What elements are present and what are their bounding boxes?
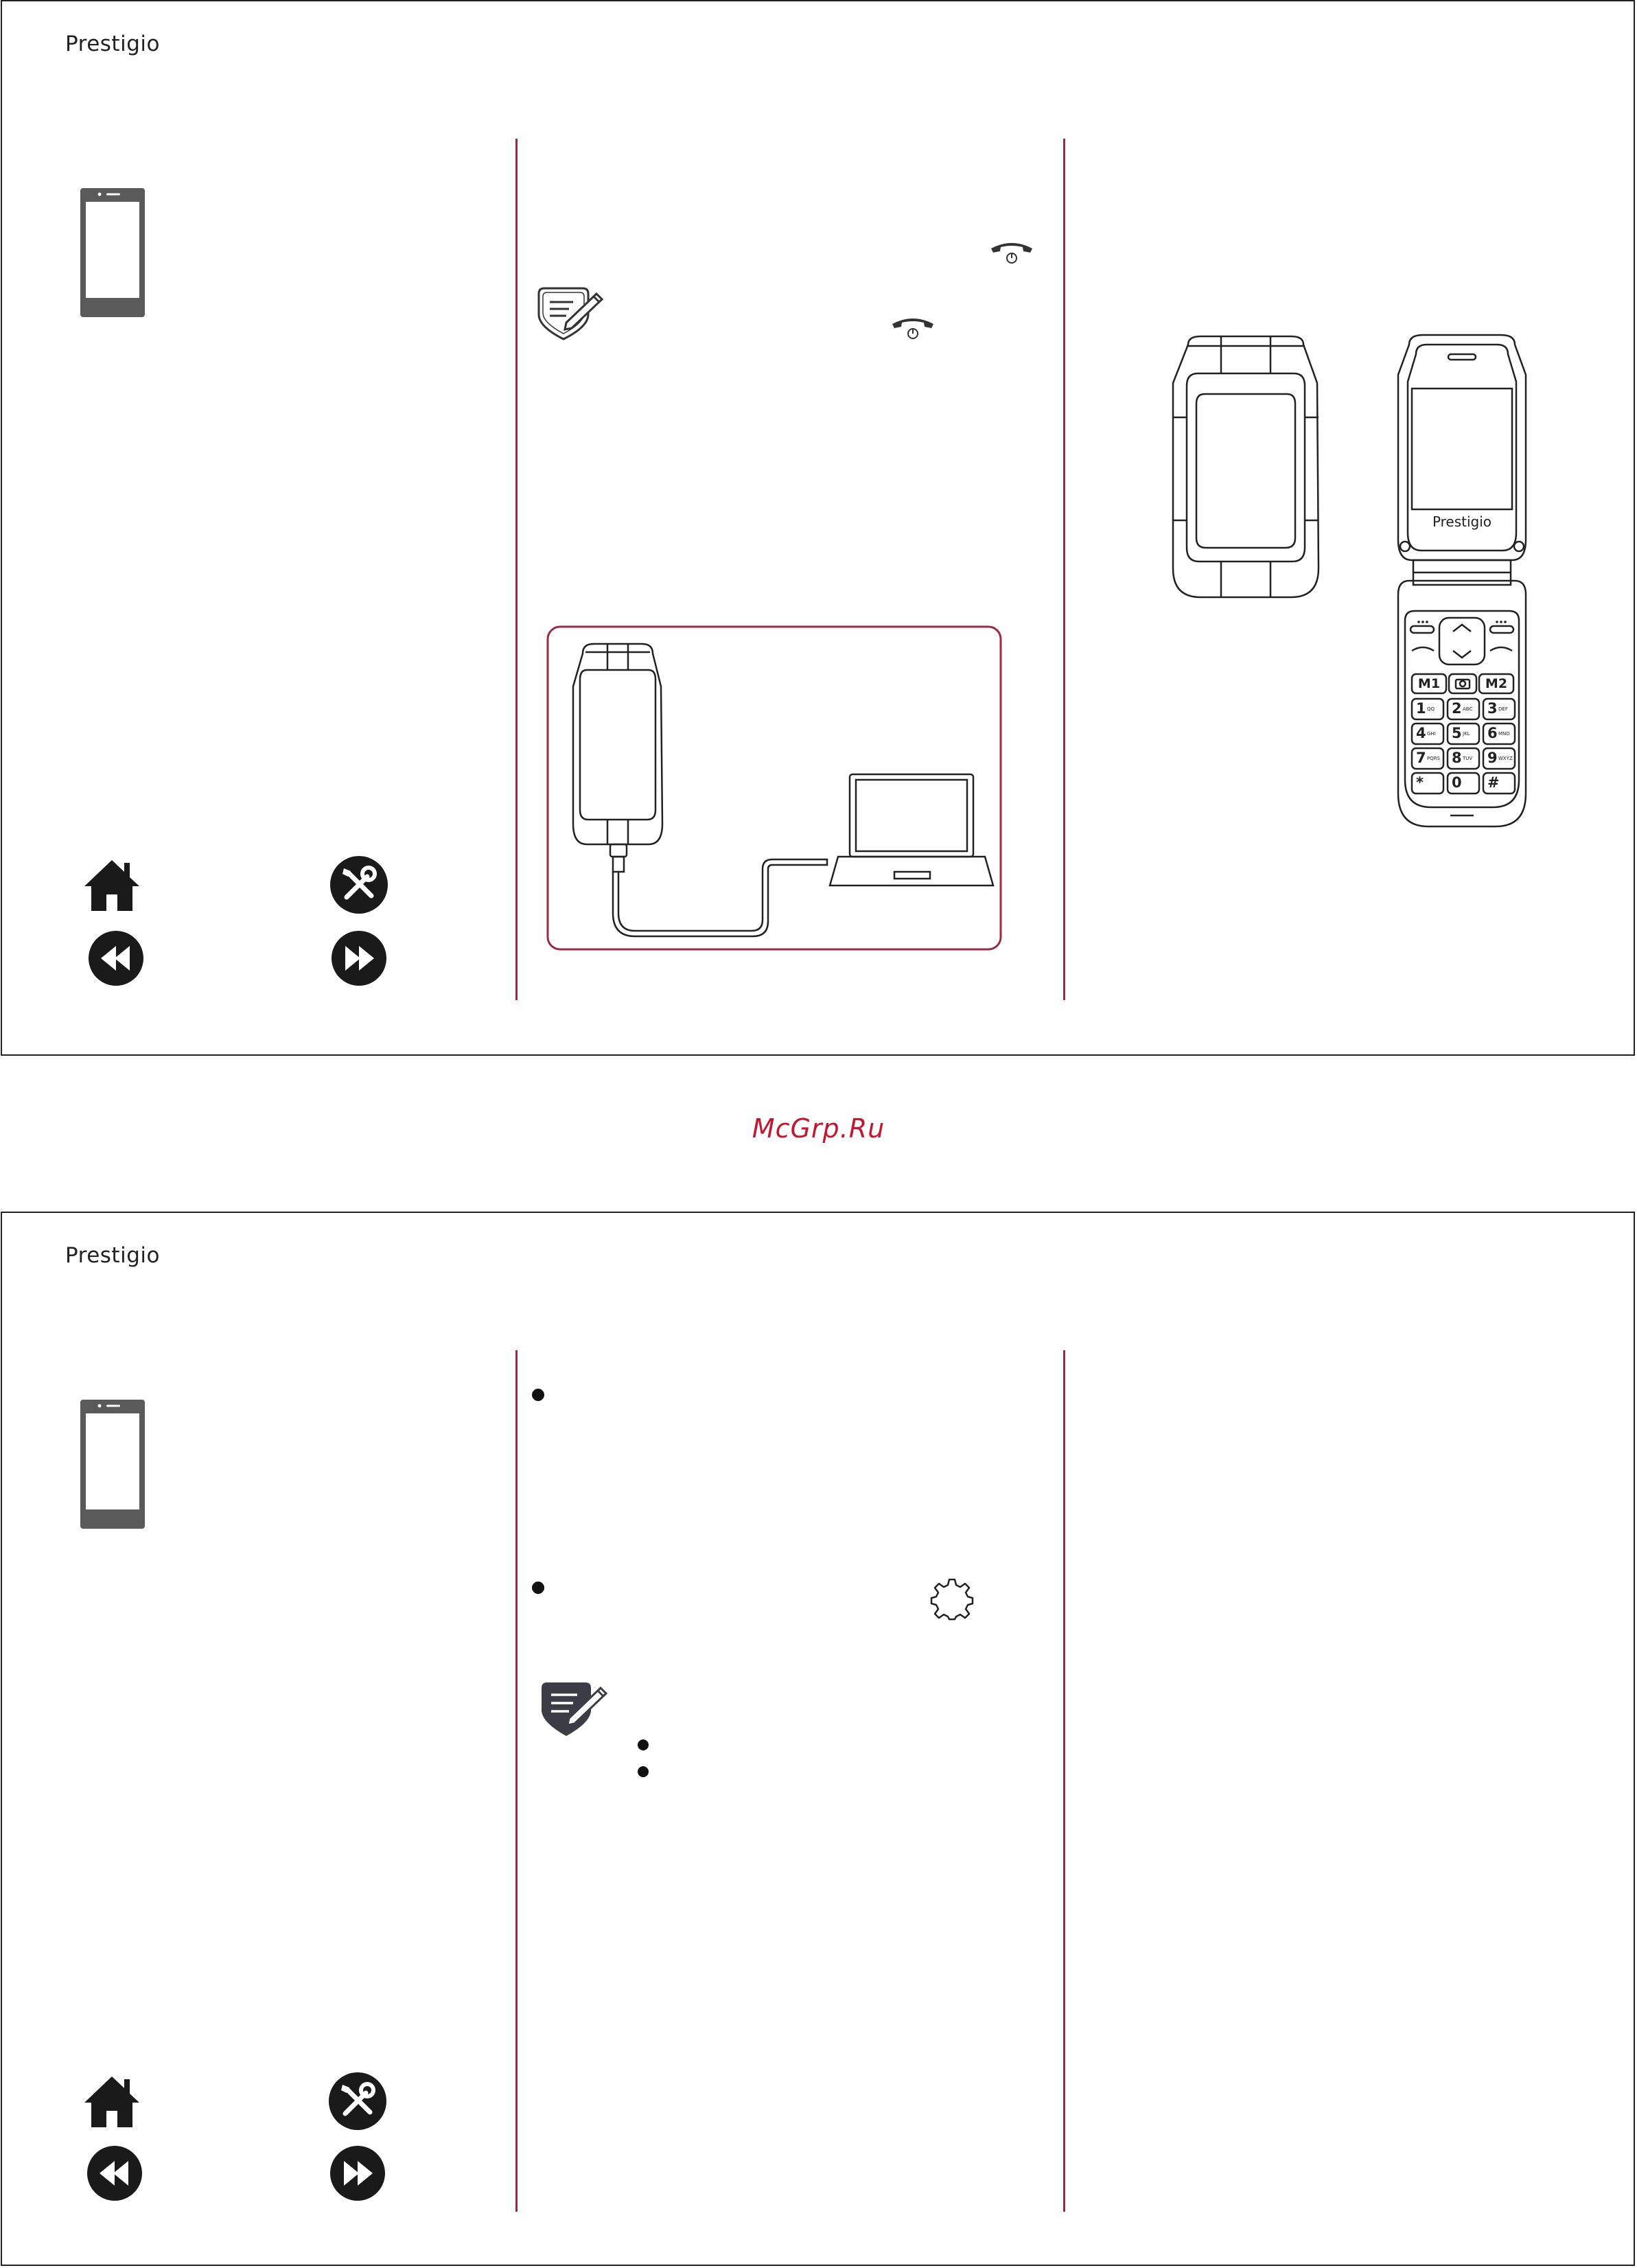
keypad-letters: QQ [1427,706,1435,712]
keypad-key-6 [1483,724,1515,744]
keypad-key-10 [1412,773,1443,794]
brand-logo: Prestigio [65,32,160,56]
bullet-2 [532,1582,544,1594]
next-icon-2[interactable] [327,2143,388,2203]
next-icon[interactable] [329,928,389,988]
column-divider-right-2 [1063,1350,1065,2212]
keypad-digit: 3 [1487,700,1498,717]
home-icon-2[interactable] [82,2071,142,2131]
keypad-letters: GHI [1427,731,1436,737]
keypad-digit: * [1416,774,1424,791]
note-bullet-1 [638,1739,649,1750]
keypad-key-1 [1412,699,1443,719]
phone-open-illustration [1395,334,1529,828]
keypad-digit: 8 [1452,750,1462,766]
keypad-key-4 [1412,724,1443,744]
column-divider-right [1063,139,1065,1000]
keypad-key-2 [1448,699,1479,719]
previous-icon-2[interactable] [84,2143,145,2203]
brand-logo-2: Prestigio [65,1243,160,1268]
keypad-key-7 [1412,748,1443,769]
tools-icon[interactable] [329,855,389,915]
bullet-1 [532,1389,544,1401]
column-divider-left [515,139,518,1000]
keypad-key-5 [1448,724,1479,744]
keypad-letters: DEF [1498,706,1508,712]
keypad-key-11 [1448,773,1479,794]
watermark: McGrp.Ru [752,1113,885,1144]
keypad-digit: 7 [1416,750,1426,766]
keypad-key-3 [1483,699,1515,719]
keypad-digit: 1 [1416,700,1426,717]
phone-outline-icon-2 [79,1398,146,1530]
keypad-letters: MNO [1498,731,1510,737]
end-call-power-icon-2 [890,314,936,340]
end-call-power-icon [989,239,1034,265]
keypad-letters: WXYZ [1498,756,1513,761]
keypad-letters: PQRS [1427,756,1441,761]
phone-outline-icon [79,187,146,319]
keypad-digit: # [1487,774,1500,791]
phone-closed-illustration [1170,335,1321,599]
note-pencil-icon [535,284,610,345]
key-m2: M2 [1485,676,1508,691]
charging-illustration [546,625,1003,951]
keypad-key-12 [1483,773,1515,794]
keypad-key-8 [1448,748,1479,769]
column-divider-left-2 [515,1350,518,2212]
keypad-digit: 0 [1452,774,1462,791]
keypad-key-9 [1483,748,1515,769]
keypad-digit: 4 [1416,725,1426,741]
keypad-digit: 9 [1487,750,1498,766]
keypad-letters: JKL [1463,731,1470,737]
settings-gear-icon [930,1577,974,1621]
keypad-letters: ABC [1463,706,1473,712]
keypad-digit: 6 [1487,725,1498,741]
phone-screen-logo: Prestigio [1432,513,1492,530]
note-bullet-2 [638,1766,649,1777]
keypad-digit: 2 [1452,700,1462,717]
manual-page-2 [1,1212,1635,2266]
key-m1: M1 [1417,676,1441,691]
home-icon[interactable] [82,855,142,915]
tools-icon-2[interactable] [327,2071,388,2131]
manual-page-1 [1,0,1635,1056]
keypad-letters: TUV [1463,756,1473,761]
previous-icon[interactable] [86,928,146,988]
keypad-digit: 5 [1452,725,1462,741]
note-pencil-icon-2 [537,1678,613,1741]
